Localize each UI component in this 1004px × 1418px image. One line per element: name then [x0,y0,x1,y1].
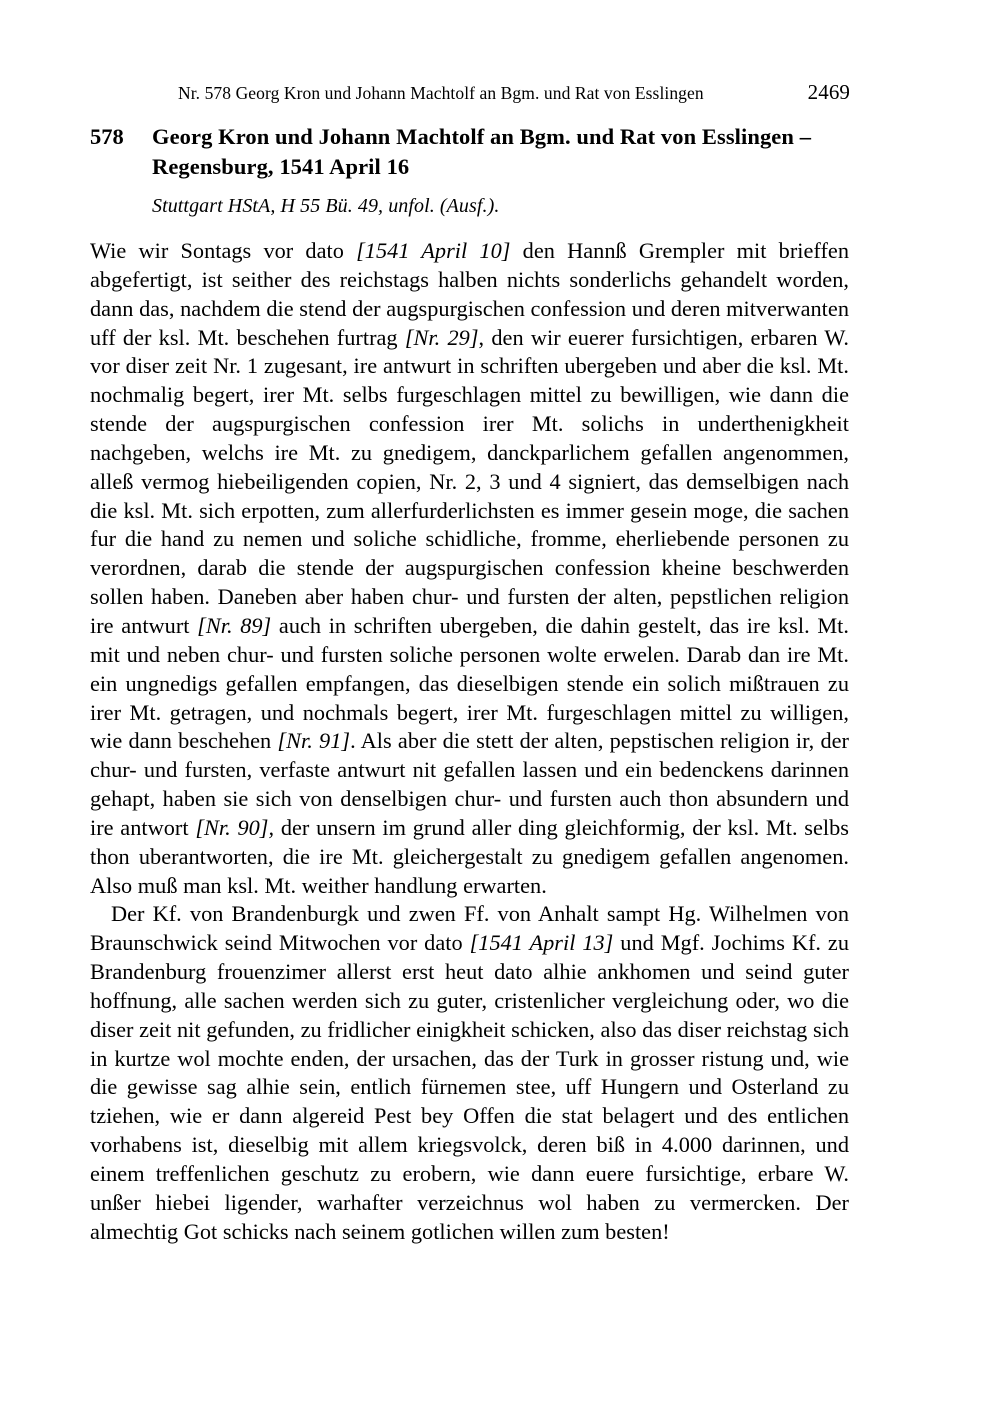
editorial-date-insertion: [1541 April 13] [469,930,614,956]
editorial-reference-insertion: [Nr. 91] [277,728,351,754]
editorial-date-insertion: [1541 April 10] [356,238,511,263]
document-title: Georg Kron und Johann Machtolf an Bgm. und Rat von Esslingen – Regensburg, 1541 April 16 [152,124,812,179]
text-run: Wie wir Sontags vor dato [90,238,357,263]
editorial-reference-insertion: [Nr. 89] [197,612,272,638]
document-body [90,237,849,1247]
text-run: , den wir euerer fursichtigen, erbaren W. vor diser zeit Nr. 1 zugesant, ire antwurt in schriften ubergeben und aber die ksl. Mt. nochmalig begert, irer Mt. selbs furgeschlagen mittel zu bewilligen, wie dann die stende der augspurgischen confession irer Mt. solichs in underthenigkheit nachgeben, welchs ire Mt. zu gnedigem, danckparlichem gefallen angenommen, alleß vermog hiebeiligenden copien, Nr. 2, 3 und 4 signiert, das demselbigen nach die ksl. Mt. sich erpotten, zum allerfurderlichsten es immer gesein moge, die sachen fur die hand zu nemen und soliche schidliche, fromme, eherliebende personen zu verordnen, darab die stende der augspurgischen confession kheine beschwerden sollen haben. Daneben aber haben chur- und fursten der alten, pepstlichen religion ire antwurt [90,324,849,638]
editorial-reference-insertion: [Nr. 90], [195,814,275,840]
text-run: den Hannß Grempler mit brieffen abgefertigt, ist seither des reichstags halben nichts sonderlichs gehandelt worden, dann das, nachdem die stend der augspurgischen confession und deren mitverwanten uff der ksl. Mt. beschehen furtrag [90,238,849,350]
text-run: der unsern im grund aller ding gleichformig, der ksl. Mt. selbs thon uberantworten, die ire Mt. gleichergestalt zu gnedigem gefallen angenomen. Also muß man ksl. Mt. weither handlung erwarten. [90,814,850,898]
text-run: und Mgf. Jochims Kf. zu Brandenburg frouenzimer allerst erst heut dato alhie ankhomen und seind guter hoffnung, alle sachen werden sich zu guter, cristenlicher vergleichung oder, wo die diser zeit nit gefunden, zu fridlicher einigkheit schicken, also das diser reichstag sich in kurtze wol mochte enden, der ursachen, das der Turk in grosser ristung und, wie die gewisse sag alhie sein, entlich fürnemen stee, uff Hungern und Osterland zu tziehen, wie er dann algereid Pest bey Offen die stat belagert und des entlichen vorhabens ist, dieselbig mit allem kriegsvolck, deren biß in 4.000 darinnen, und einem treffenlichen geschutz zu erobern, wie dann euere fursichtige, erbare W. unßer hiebei ligender, warhafter verzeichnus wol haben zu vermercken. Der almechtig Got schicks nach seinem gotlichen willen zum besten! [90,930,849,1244]
body-paragraph-1 [90,237,849,900]
running-header-title: Nr. 578 Georg Kron und Johann Machtolf an Bgm. und Rat von Esslingen [178,83,704,103]
document-number: 578 [90,124,124,149]
editorial-reference-insertion: [Nr. 29] [404,324,479,350]
archival-source-line: Stuttgart HStA, H 55 Bü. 49, unfol. (Ausf.). [152,195,500,217]
text-run: . Als aber die stett der alten, pepstischen religion ir, der chur- und fursten, verfaste antwurt nit gefallen lassen und ein bedenckens darinnen gehapt, haben sie sich von denselbigen chur- und fursten auch thon absundern und ire antwort [90,728,849,840]
page-number: 2469 [807,80,850,104]
body-paragraph-2 [90,900,849,1246]
text-run: Der Kf. von Brandenburgk und zwen Ff. von Anhalt sampt Hg. Wilhelmen von Braunschwick seind Mitwochen vor dato [90,901,849,956]
text-run: auch in schriften ubergeben, die dahin gestelt, das ire ksl. Mt. mit und neben chur- und fursten soliche personen wolte erwelen. Darab dan ire Mt. ein ungnedigs gefallen empfangen, das dieselbigen stende ein solich mißtrauen zu irer Mt. getragen, und nochmals begert, irer Mt. furgeschlagen mittel zu willigen, wie dann beschehen [90,612,849,754]
document-heading [90,122,850,182]
running-header [178,80,850,105]
